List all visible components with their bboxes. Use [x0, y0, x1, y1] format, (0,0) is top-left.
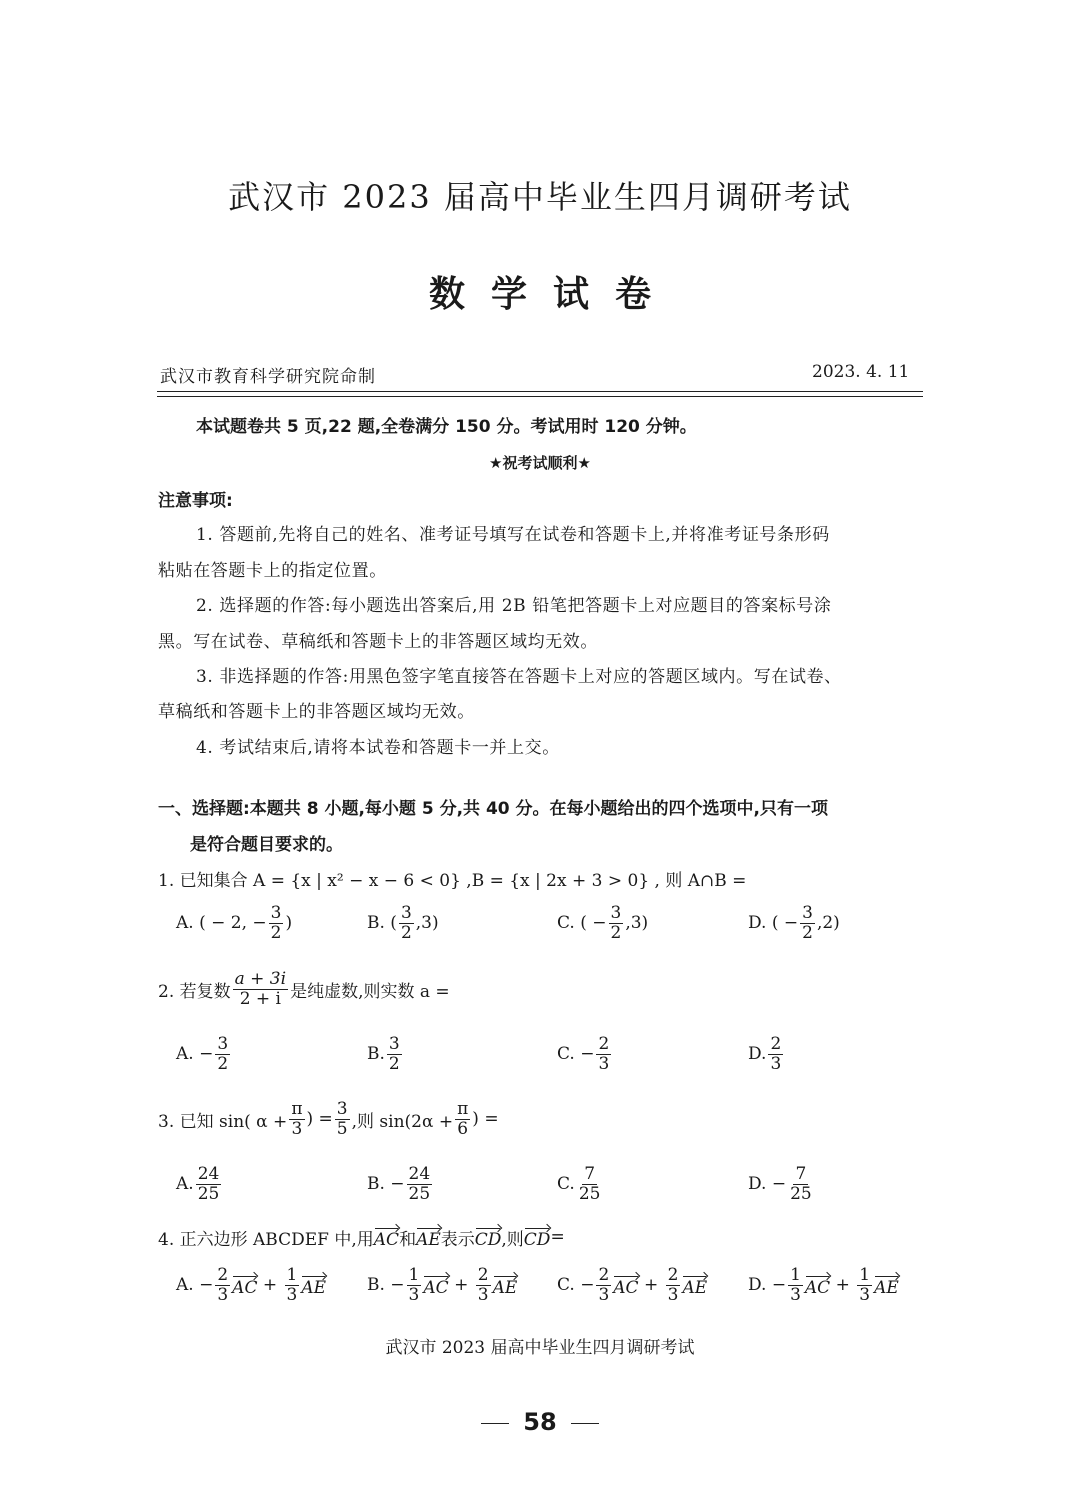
question-4-stem: 4. 正六边形 ABCDEF 中,用 AC 和 AE 表示 CD ,则 CD = — [158, 1224, 565, 1250]
header-rule-thick — [157, 391, 923, 392]
page-number-value: 58 — [523, 1408, 557, 1436]
exam-date: 2023. 4. 11 — [812, 362, 910, 382]
notice-item-2-line2: 黑。写在试卷、草稿纸和答题卡上的非答题区域均无效。 — [158, 632, 598, 652]
q3-option-b: B. − $\frac{24}{25}$ — [367, 1164, 431, 1204]
q4-option-a: A. − $\frac{2}{3}$ AC + $\frac{1}{3}$ AE — [176, 1265, 327, 1305]
q2-option-c: C. − $\frac{2}{3}$ — [557, 1034, 610, 1074]
header-rule-thin — [157, 396, 923, 397]
section-heading-line1: 一、选择题:本题共 8 小题,每小题 5 分,共 40 分。在每小题给出的四个选项中,只有一项 — [158, 799, 828, 819]
page-dash-left — [481, 1423, 509, 1424]
q4-option-b: B. − $\frac{1}{3}$ AC + $\frac{2}{3}$ AE — [367, 1265, 518, 1305]
question-2-stem: 2. 若复数 $\frac{a + 3i}{2 + i}$ 是纯虚数,则实数 a = — [158, 969, 450, 1009]
page-number — [0, 1408, 1080, 1436]
exam-title: 武汉市 2023 届高中毕业生四月调研考试 — [228, 178, 852, 216]
q1-option-c: C. ( − $\frac{3}{2}$ ,3) — [557, 903, 649, 943]
q1-option-a: A. ( − 2, − $\frac{3}{2}$ ) — [176, 903, 293, 943]
q3-option-a: A. $\frac{24}{25}$ — [176, 1164, 220, 1204]
notice-item-3-line2: 草稿纸和答题卡上的非答题区域均无效。 — [158, 702, 475, 722]
notice-item-2-line1: 2. 选择题的作答:每小题选出答案后,用 2B 铅笔把答题卡上对应题目的答案标号涂 — [196, 596, 832, 616]
question-1-stem: 1. 已知集合 A = {x | x² − x − 6 < 0} ,B = {x | 2x + 3 > 0} , 则 A∩B = — [158, 871, 747, 891]
exam-intro: 本试题卷共 5 页,22 题,全卷满分 150 分。考试用时 120 分钟。 — [196, 417, 697, 437]
q2-option-d: D. $\frac{2}{3}$ — [748, 1034, 782, 1074]
notice-item-1-line1: 1. 答题前,先将自己的姓名、准考证号填写在试卷和答题卡上,并将准考证号条形码 — [196, 525, 830, 545]
notice-item-4: 4. 考试结束后,请将本试卷和答题卡一并上交。 — [196, 738, 560, 758]
q2-option-b: B. $\frac{3}{2}$ — [367, 1034, 400, 1074]
q1-option-d: D. ( − $\frac{3}{2}$ ,2) — [748, 903, 840, 943]
subject-title: 数学试卷 — [428, 274, 677, 315]
notice-item-1-line2: 粘贴在答题卡上的指定位置。 — [158, 561, 387, 581]
q3-option-d: D. − $\frac{7}{25}$ — [748, 1164, 812, 1204]
q1-option-b: B. ( $\frac{3}{2}$ ,3) — [367, 903, 439, 943]
section-heading-line2: 是符合题目要求的。 — [190, 835, 343, 855]
notice-heading: 注意事项: — [158, 491, 233, 511]
q2-option-a: A. − $\frac{3}{2}$ — [176, 1034, 229, 1074]
issuer: 武汉市教育科学研究院命制 — [160, 367, 376, 387]
page-dash-right — [571, 1423, 599, 1424]
q4-option-c: C. − $\frac{2}{3}$ AC + $\frac{2}{3}$ AE — [557, 1265, 708, 1305]
good-luck-banner: ★祝考试顺利★ — [489, 454, 591, 472]
footer-title: 武汉市 2023 届高中毕业生四月调研考试 — [385, 1338, 695, 1358]
question-3-stem: 3. 已知 sin( α + $\frac{\pi}{3}$ ) = $\frac{3}{5}$ ,则 sin(2α + $\frac{\pi}{6}$ ) = — [158, 1099, 499, 1139]
q4-option-d: D. − $\frac{1}{3}$ AC + $\frac{1}{3}$ AE — [748, 1265, 899, 1305]
notice-item-3-line1: 3. 非选择题的作答:用黑色签字笔直接答在答题卡上对应的答题区域内。写在试卷、 — [196, 667, 842, 687]
q3-option-c: C. $\frac{7}{25}$ — [557, 1164, 601, 1204]
